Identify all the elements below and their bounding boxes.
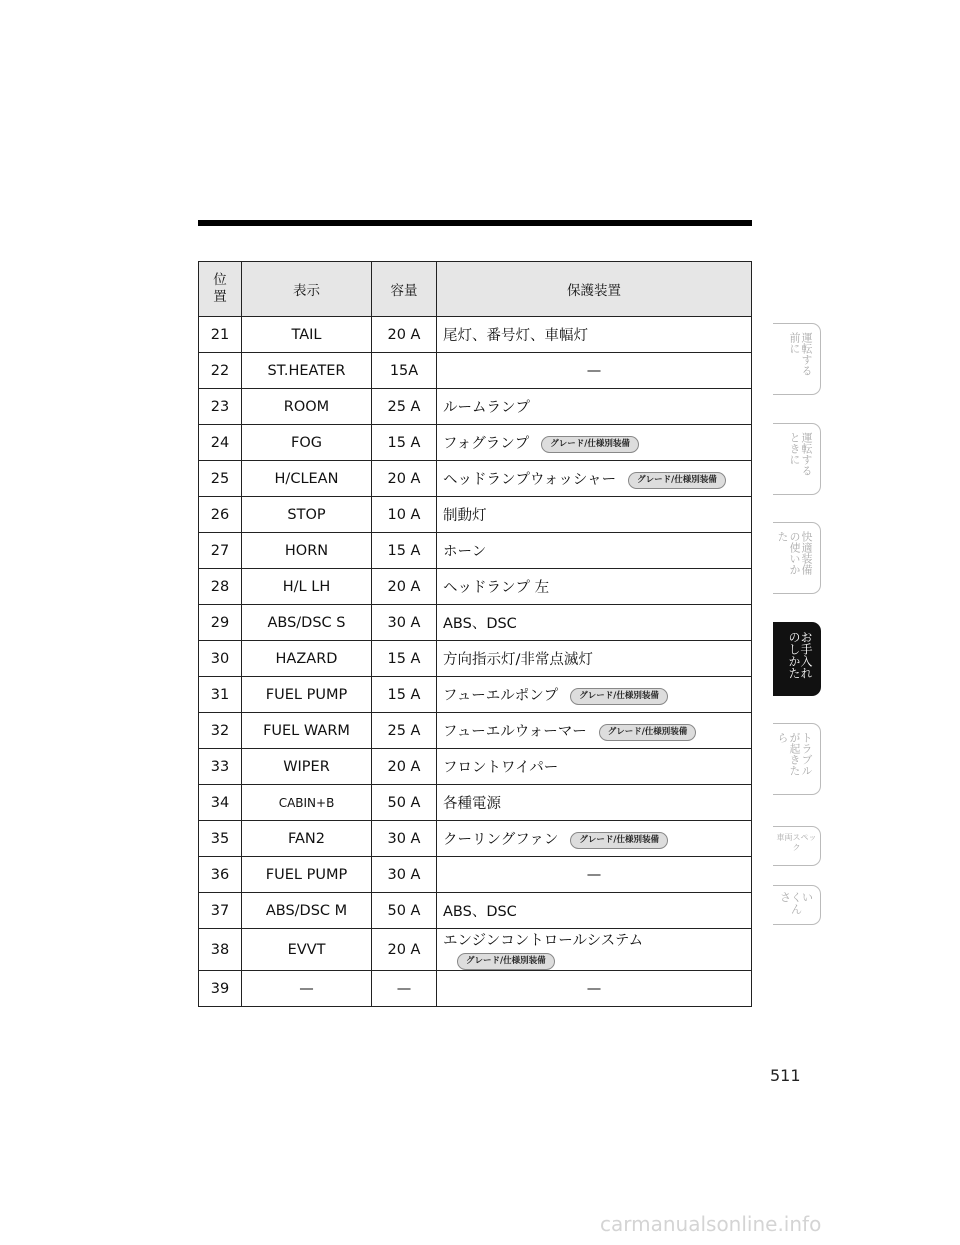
row-label: HORN <box>242 533 372 569</box>
grade-badge: グレード/仕様別装備 <box>457 953 555 970</box>
row-capacity: 20 A <box>372 317 437 353</box>
row-device: ホーン <box>437 533 752 569</box>
side-tab-maintenance[interactable]: お手入れのしかた <box>773 622 821 696</box>
row-device: フューエルポンプ <box>443 688 559 704</box>
row-position: 30 <box>199 641 242 677</box>
table-row <box>199 821 752 857</box>
side-tab-index[interactable]: さくいん <box>773 885 821 925</box>
fuse-table <box>198 261 752 1007</box>
row-position: 23 <box>199 389 242 425</box>
row-device: フューエルウォーマー <box>443 724 587 740</box>
watermark: carmanualsonline.info <box>600 1212 822 1236</box>
row-device-cell <box>437 929 752 971</box>
row-label: ABS/DSC M <box>242 893 372 929</box>
grade-badge: グレード/仕様別装備 <box>628 472 726 489</box>
side-tab-while-driving[interactable]: 運転するときに <box>773 423 821 495</box>
row-device: ルームランプ <box>437 389 752 425</box>
table-row <box>199 353 752 389</box>
table-row <box>199 389 752 425</box>
side-tab-troubleshooting[interactable]: トラブルが起きたら <box>773 723 821 795</box>
row-capacity: 25 A <box>372 713 437 749</box>
row-position: 35 <box>199 821 242 857</box>
row-label: TAIL <box>242 317 372 353</box>
row-capacity: 10 A <box>372 497 437 533</box>
side-tab-vehicle-specs[interactable]: 車両スペック <box>773 826 821 866</box>
row-position: 39 <box>199 971 242 1007</box>
row-capacity: 15 A <box>372 677 437 713</box>
row-capacity: 20 A <box>372 569 437 605</box>
row-position: 28 <box>199 569 242 605</box>
grade-badge: グレード/仕様別装備 <box>570 688 668 705</box>
header-capacity: 容量 <box>372 262 437 317</box>
grade-badge: グレード/仕様別装備 <box>599 724 697 741</box>
row-capacity: 15A <box>372 353 437 389</box>
row-position: 27 <box>199 533 242 569</box>
row-label: ST.HEATER <box>242 353 372 389</box>
table-row <box>199 461 752 497</box>
row-device-cell <box>437 821 752 857</box>
row-capacity: 30 A <box>372 821 437 857</box>
grade-badge: グレード/仕様別装備 <box>570 832 668 849</box>
row-capacity: 30 A <box>372 605 437 641</box>
side-tab-comfort-features[interactable]: 快適装備の使いかた <box>773 522 821 594</box>
side-tab-before-driving[interactable]: 運転する前に <box>773 323 821 395</box>
row-label: FUEL WARM <box>242 713 372 749</box>
row-device: — <box>437 971 752 1007</box>
row-device-cell <box>437 425 752 461</box>
table-header-row <box>199 262 752 317</box>
row-label: FUEL PUMP <box>242 677 372 713</box>
row-position: 38 <box>199 929 242 971</box>
row-capacity: 20 A <box>372 929 437 971</box>
row-position: 31 <box>199 677 242 713</box>
row-device: — <box>437 857 752 893</box>
header-device: 保護装置 <box>437 262 752 317</box>
row-device-cell <box>437 461 752 497</box>
row-label: H/L LH <box>242 569 372 605</box>
row-position: 32 <box>199 713 242 749</box>
table-row <box>199 785 752 821</box>
row-capacity: 20 A <box>372 461 437 497</box>
table-row <box>199 317 752 353</box>
header-label: 表示 <box>242 262 372 317</box>
row-position: 22 <box>199 353 242 389</box>
table-row <box>199 677 752 713</box>
row-label: CABIN+B <box>242 785 372 821</box>
row-label: FAN2 <box>242 821 372 857</box>
row-device: ヘッドランプウォッシャー <box>443 472 617 488</box>
row-device: クーリングファン <box>443 832 559 848</box>
row-device-cell <box>437 713 752 749</box>
page-number: 511 <box>770 1066 801 1085</box>
table-row <box>199 641 752 677</box>
row-device: フロントワイパー <box>437 749 752 785</box>
row-device: 方向指示灯/非常点滅灯 <box>437 641 752 677</box>
row-capacity: 15 A <box>372 425 437 461</box>
row-position: 26 <box>199 497 242 533</box>
row-label: — <box>242 971 372 1007</box>
table-row <box>199 713 752 749</box>
row-capacity: — <box>372 971 437 1007</box>
top-rule <box>198 220 752 226</box>
row-position: 25 <box>199 461 242 497</box>
row-capacity: 15 A <box>372 641 437 677</box>
table-row <box>199 425 752 461</box>
table-row <box>199 533 752 569</box>
table-row <box>199 605 752 641</box>
table-row <box>199 929 752 971</box>
row-device: — <box>437 353 752 389</box>
row-position: 21 <box>199 317 242 353</box>
row-label: ABS/DSC S <box>242 605 372 641</box>
row-capacity: 50 A <box>372 893 437 929</box>
row-capacity: 30 A <box>372 857 437 893</box>
table-row <box>199 749 752 785</box>
row-device: エンジンコントロールシステム <box>443 933 644 949</box>
table-row <box>199 971 752 1007</box>
row-device: フォグランプ <box>443 436 530 452</box>
row-label: EVVT <box>242 929 372 971</box>
table-row <box>199 857 752 893</box>
row-label: FUEL PUMP <box>242 857 372 893</box>
row-position: 34 <box>199 785 242 821</box>
row-label: HAZARD <box>242 641 372 677</box>
row-position: 24 <box>199 425 242 461</box>
table-row <box>199 569 752 605</box>
row-device-cell <box>437 677 752 713</box>
row-position: 29 <box>199 605 242 641</box>
row-device: 制動灯 <box>437 497 752 533</box>
header-position: 位 置 <box>199 262 242 317</box>
row-position: 36 <box>199 857 242 893</box>
row-label: H/CLEAN <box>242 461 372 497</box>
row-capacity: 20 A <box>372 749 437 785</box>
table-row <box>199 893 752 929</box>
row-device: 各種電源 <box>437 785 752 821</box>
row-capacity: 15 A <box>372 533 437 569</box>
row-capacity: 50 A <box>372 785 437 821</box>
row-label: ROOM <box>242 389 372 425</box>
row-capacity: 25 A <box>372 389 437 425</box>
row-position: 33 <box>199 749 242 785</box>
row-device: ABS、DSC <box>437 893 752 929</box>
grade-badge: グレード/仕様別装備 <box>541 436 639 453</box>
row-label: WIPER <box>242 749 372 785</box>
row-label: STOP <box>242 497 372 533</box>
row-label: FOG <box>242 425 372 461</box>
row-device: ヘッドランプ 左 <box>437 569 752 605</box>
row-position: 37 <box>199 893 242 929</box>
table-row <box>199 497 752 533</box>
row-device: 尾灯、番号灯、車幅灯 <box>437 317 752 353</box>
row-device: ABS、DSC <box>437 605 752 641</box>
